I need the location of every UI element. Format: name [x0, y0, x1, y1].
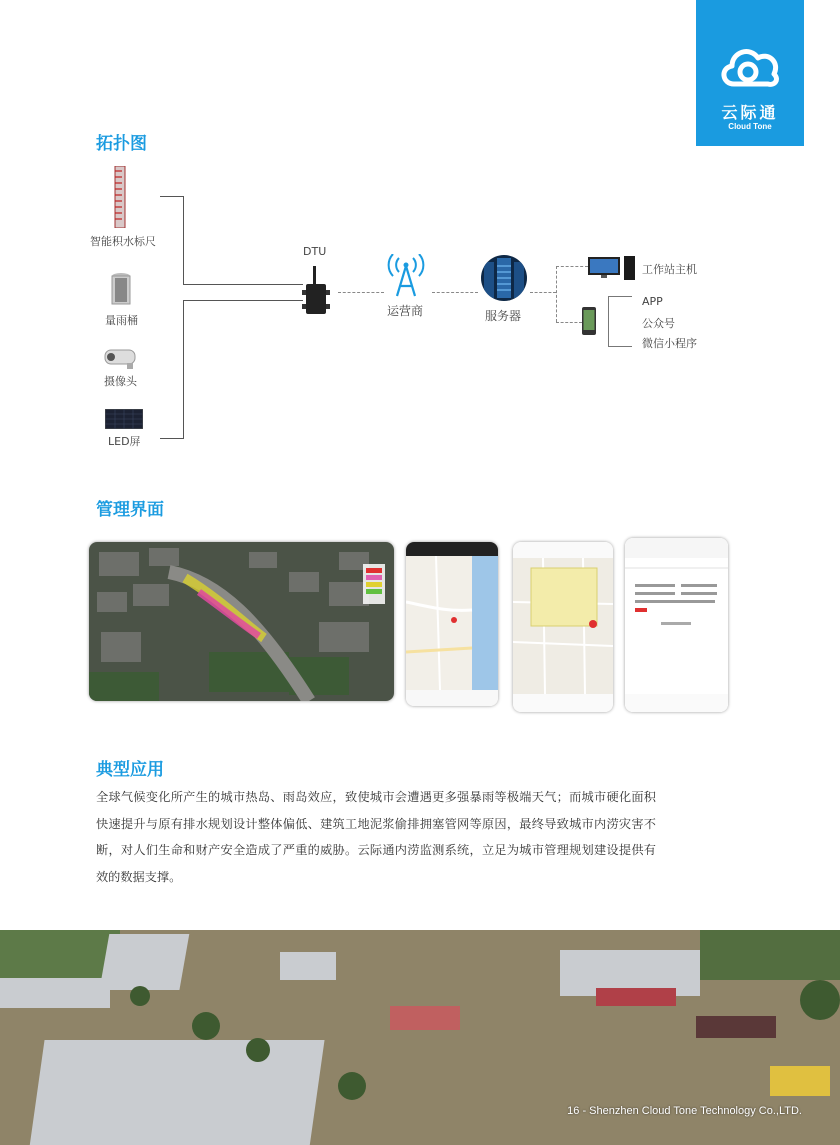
app-map-image-1 [406, 542, 498, 706]
company-logo [696, 0, 804, 146]
connector-line [608, 346, 632, 347]
connector-line [608, 296, 632, 297]
water-gauge-icon [112, 166, 128, 228]
connector-line [183, 300, 184, 439]
logo-name-cn: 云际通 [721, 103, 779, 122]
connector-line [183, 284, 303, 285]
application-title: 典型应用 [96, 760, 164, 780]
connector-line [160, 438, 183, 439]
connector-line [183, 196, 184, 284]
management-title: 管理界面 [96, 500, 164, 520]
cell-tower-icon [385, 254, 427, 298]
server-label: 服务器 [485, 309, 522, 323]
mobile-label-miniprogram: 微信小程序 [642, 337, 697, 350]
cloud-logo-icon [718, 42, 782, 92]
app-map-image-2 [513, 542, 613, 712]
mobile-label-app: APP [642, 295, 663, 308]
connector-dash [338, 292, 384, 293]
led-screen-icon [105, 409, 143, 429]
footer-page-info: 16 - Shenzhen Cloud Tone Technology Co.,LTD. [567, 1105, 802, 1117]
server-icon [480, 254, 528, 302]
dtu-label: DTU [303, 245, 327, 258]
connector-line [160, 196, 183, 197]
app-map-screenshot-2 [513, 542, 613, 712]
workstation-icon [588, 256, 636, 280]
satellite-map-image [89, 542, 394, 701]
connector-line [608, 296, 609, 346]
device-label-camera: 摄像头 [104, 375, 137, 388]
satellite-map-screenshot [89, 542, 394, 701]
device-label-gauge: 智能积水标尺 [90, 235, 156, 248]
mobile-label-official: 公众号 [642, 317, 675, 330]
phone-icon [582, 307, 596, 335]
app-alert-image [625, 538, 728, 712]
operator-label: 运营商 [387, 304, 424, 318]
workstation-label: 工作站主机 [642, 263, 697, 276]
device-label-led: LED屏 [108, 435, 141, 448]
connector-dash [556, 266, 588, 267]
dtu-device-icon [302, 266, 330, 318]
connector-dash [556, 322, 582, 323]
connector-dash [432, 292, 478, 293]
connector-dash [530, 292, 556, 293]
camera-icon [103, 346, 141, 370]
app-map-screenshot-1 [406, 542, 498, 706]
app-alert-screenshot [625, 538, 728, 712]
connector-dash [556, 266, 557, 322]
device-label-bucket: 量雨桶 [105, 314, 138, 327]
logo-name-en: Cloud Tone [728, 122, 772, 131]
topology-title: 拓扑图 [96, 134, 147, 154]
application-paragraph: 全球气候变化所产生的城市热岛、雨岛效应，致使城市会遭遇更多强暴雨等极端天气；而城市硬化面积快速提升与原有排水规划设计整体偏低、建筑工地泥浆偷排拥塞管网等原因，最终导致城市内涝灾害不断，对人们生命和财产安全造成了严重的威胁。云际通内涝监测系统，立足为城市管理规划建设提供有效的数据支撑。 [96, 790, 656, 884]
rain-bucket-icon [110, 272, 132, 306]
connector-line [183, 300, 303, 301]
